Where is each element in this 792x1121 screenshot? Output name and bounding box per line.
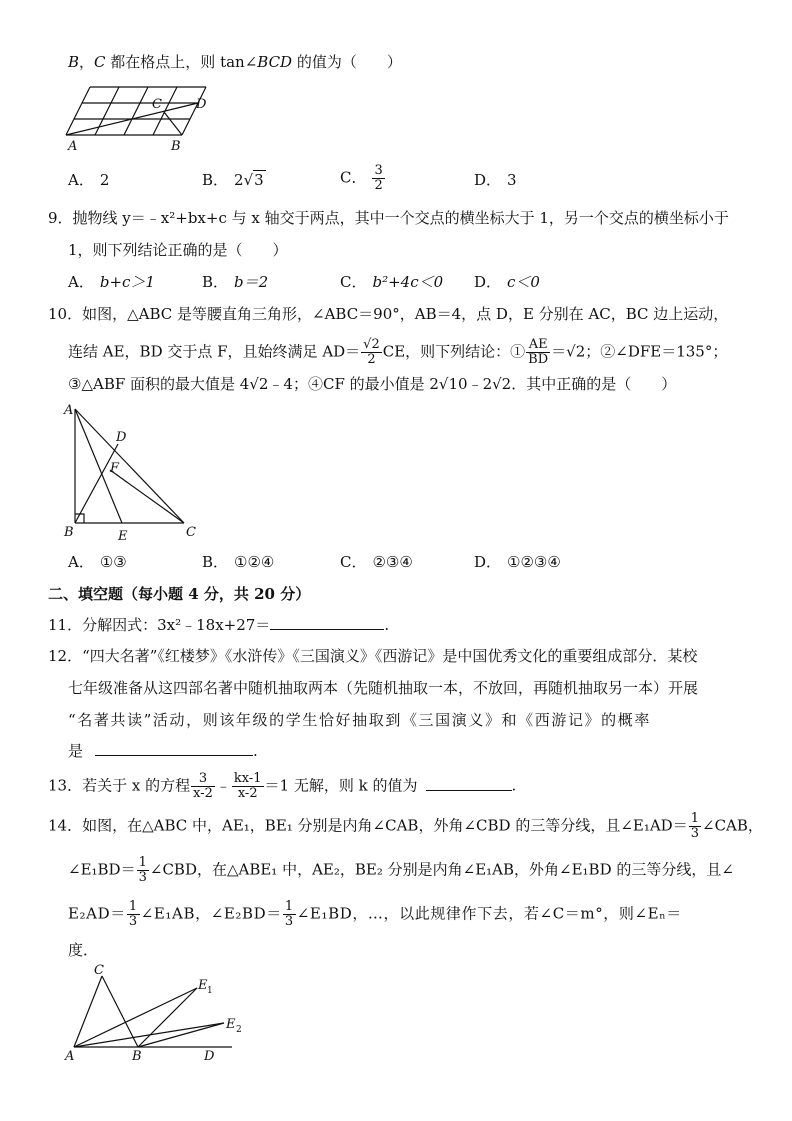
q10-option-b[interactable] <box>202 552 274 572</box>
numerator: 1 <box>690 811 699 826</box>
q13-text: . <box>511 776 517 795</box>
q11-text: 11．分解因式：3x²﹣18x+27＝ <box>48 616 271 634</box>
q8-label-A: A <box>68 139 78 154</box>
q14-label-B: B <box>132 1049 142 1064</box>
option-letter: D． <box>474 273 502 291</box>
q14-label-E1: E <box>198 978 208 993</box>
numerator: √2 <box>363 337 380 352</box>
q14-label-A: A <box>65 1049 75 1064</box>
q12-line4 <box>68 741 258 761</box>
option-text: 3 <box>254 171 264 189</box>
denominator: 3 <box>128 914 138 929</box>
q14-angle-figure <box>64 962 254 1068</box>
q12-line2: 七年级准备从这四部名著中随机抽取两本（先随机抽取一本，不放回，再随机抽取另一本）开展 <box>68 679 699 697</box>
q14-text: ∠CAB， <box>702 816 763 835</box>
option-letter: D． <box>474 171 502 189</box>
fraction <box>137 856 149 885</box>
numerator: 1 <box>128 899 138 914</box>
q14-line4: 度． <box>68 941 99 959</box>
q10-option-c[interactable] <box>340 552 413 572</box>
q8-option-a[interactable] <box>68 170 109 190</box>
fraction <box>372 164 384 193</box>
q9-option-d[interactable] <box>474 272 540 292</box>
denominator: x-2 <box>237 786 258 801</box>
fraction <box>232 772 264 801</box>
q8-text: ， <box>79 53 95 71</box>
q14-text: ∠E₁AB，∠E₂BD＝ <box>140 904 282 923</box>
q8-text: 都在格点上，则 tan∠ <box>105 53 258 71</box>
q10-text: CE，则下列结论：① <box>382 342 526 361</box>
q14-text: 14．如图，在△ABC 中，AE₁，BE₁ 分别是内角∠CAB，外角∠CBD 的三等分线，且∠E₁AD＝ <box>48 816 688 835</box>
numerator: 3 <box>191 772 215 787</box>
option-text: ①②③④ <box>507 553 561 571</box>
numerator: 1 <box>138 855 147 870</box>
section-heading: 二、填空题（每小题 4 分，共 20 分） <box>48 585 311 603</box>
q8-text: C <box>94 53 106 71</box>
q13-text: ＝1 无解，则 k 的值为 <box>264 776 418 795</box>
option-letter: A． <box>68 553 94 571</box>
option-text: b²+4c＜0 <box>372 273 444 291</box>
q14-label-E2-sub: 2 <box>236 1025 242 1035</box>
q14-label-E2: E <box>226 1017 236 1032</box>
option-text: ①②④ <box>234 553 275 571</box>
q12-line1: 12．“四大名著”《红楼梦》《水浒传》《三国演义》《西游记》是中国优秀文化的重要组成部分．某校 <box>48 647 698 665</box>
q8-grid-figure <box>66 84 216 154</box>
option-text: ②③④ <box>372 553 413 571</box>
denominator: x-2 <box>193 786 213 801</box>
numerator: AE <box>526 338 550 353</box>
q8-label-D: D <box>196 97 207 112</box>
q9-option-c[interactable] <box>340 272 443 292</box>
q8-text: 的值为（ ） <box>292 53 402 71</box>
denominator: 3 <box>138 870 147 885</box>
q9-option-b[interactable] <box>202 272 268 292</box>
fraction <box>361 338 382 367</box>
fraction <box>526 338 550 367</box>
q14-label-C: C <box>94 963 104 978</box>
option-text: c＜0 <box>507 273 540 291</box>
q10-option-a[interactable] <box>68 552 127 572</box>
option-text: 2 <box>99 171 110 189</box>
q8-option-d[interactable] <box>474 170 517 190</box>
numerator: 3 <box>374 163 383 178</box>
q10-line2 <box>68 338 727 367</box>
q12-answer-blank[interactable] <box>95 741 253 756</box>
option-letter: B． <box>202 171 229 189</box>
q14-text: ∠CBD，在△ABE₁ 中，AE₂，BE₂ 分别是内角∠E₁AB，外角∠E₁BD 的三等分线，且∠ <box>149 860 734 879</box>
q14-text: E₂AD＝ <box>68 904 126 923</box>
q10-text: ＝√2；②∠DFE＝135°； <box>551 342 728 361</box>
q13-answer-blank[interactable] <box>426 776 512 791</box>
option-text: b＝2 <box>234 273 269 291</box>
q8-option-c[interactable] <box>340 164 386 193</box>
fraction <box>191 772 215 801</box>
q14-label-D: D <box>204 1049 215 1064</box>
denominator: 2 <box>367 352 376 367</box>
q8-label-B: B <box>171 139 181 154</box>
q10-label-A: A <box>64 403 74 418</box>
option-text: 2 <box>234 171 244 189</box>
q10-text: 连结 AE，BD 交于点 F，且始终满足 AD＝ <box>68 342 361 361</box>
q13-text: ﹣ <box>215 776 231 795</box>
numerator: kx-1 <box>233 771 262 786</box>
q8-text: B <box>68 53 80 71</box>
q10-option-d[interactable] <box>474 552 561 572</box>
q11-line <box>48 615 389 635</box>
q8-text: BCD <box>257 53 293 71</box>
q12-line3: “名著共读”活动，则该年级的学生恰好抽取到《三国演义》和《西游记》的概率 <box>68 711 651 729</box>
q14-text: ∠E₁BD，…，以此规律作下去，若∠C＝m°，则∠Eₙ＝ <box>296 904 682 923</box>
q10-line1: 10．如图，△ABC 是等腰直角三角形，∠ABC＝90°，AB＝4，点 D，E 分别在 AC，BC 边上运动， <box>48 305 729 323</box>
q14-text: ∠E₁BD＝ <box>68 860 136 879</box>
option-letter: C． <box>340 273 367 291</box>
fraction <box>689 812 701 841</box>
option-letter: C． <box>340 168 367 187</box>
q10-label-C: C <box>186 525 196 540</box>
option-text: b+c＞1 <box>99 273 155 291</box>
fraction <box>127 900 140 929</box>
q10-triangle-figure <box>62 404 212 544</box>
q14-line1 <box>48 812 763 841</box>
option-letter: B． <box>202 553 229 571</box>
q13-line <box>48 772 516 801</box>
q12-text: . <box>253 742 258 760</box>
q10-label-B: B <box>64 525 74 540</box>
denominator: 3 <box>284 914 294 929</box>
q14-label-E1-sub: 1 <box>207 986 213 996</box>
q11-text: . <box>384 616 390 634</box>
option-text: ①③ <box>99 553 127 571</box>
fraction <box>283 900 296 929</box>
option-letter: B． <box>202 273 229 291</box>
q9-line1: 9．抛物线 y＝﹣x²+bx+c 与 x 轴交于两点，其中一个交点的横坐标大于 1，另一个交点的横坐标小于 <box>48 209 729 227</box>
q10-label-F: F <box>110 461 120 476</box>
q9-option-a[interactable] <box>68 272 155 292</box>
option-text: 3 <box>507 171 517 189</box>
q9-line2: 1，则下列结论正确的是（ ） <box>68 241 288 259</box>
q8-stem <box>68 52 402 72</box>
q13-text: 13．若关于 x 的方程 <box>48 776 191 795</box>
q11-answer-blank[interactable] <box>270 615 384 630</box>
q12-text: 是 <box>68 742 84 760</box>
q10-label-D: D <box>116 430 127 445</box>
option-letter: A． <box>68 171 94 189</box>
denominator: BD <box>528 352 549 367</box>
sqrt-symbol: √ <box>243 171 254 189</box>
q10-line3: ③△ABF 面积的最大值是 4√2﹣4；④CF 的最小值是 2√10﹣2√2．其中正确的是（ ） <box>68 375 677 393</box>
q8-label-C: C <box>152 97 162 112</box>
denominator: 3 <box>690 826 699 841</box>
option-letter: C． <box>340 553 367 571</box>
option-letter: A． <box>68 273 94 291</box>
option-letter: D． <box>474 553 502 571</box>
denominator: 2 <box>374 178 383 193</box>
q8-option-b[interactable] <box>202 170 266 190</box>
q10-label-E: E <box>118 529 128 544</box>
q14-line3 <box>68 900 682 929</box>
numerator: 1 <box>284 899 294 914</box>
q14-line2 <box>68 856 734 885</box>
